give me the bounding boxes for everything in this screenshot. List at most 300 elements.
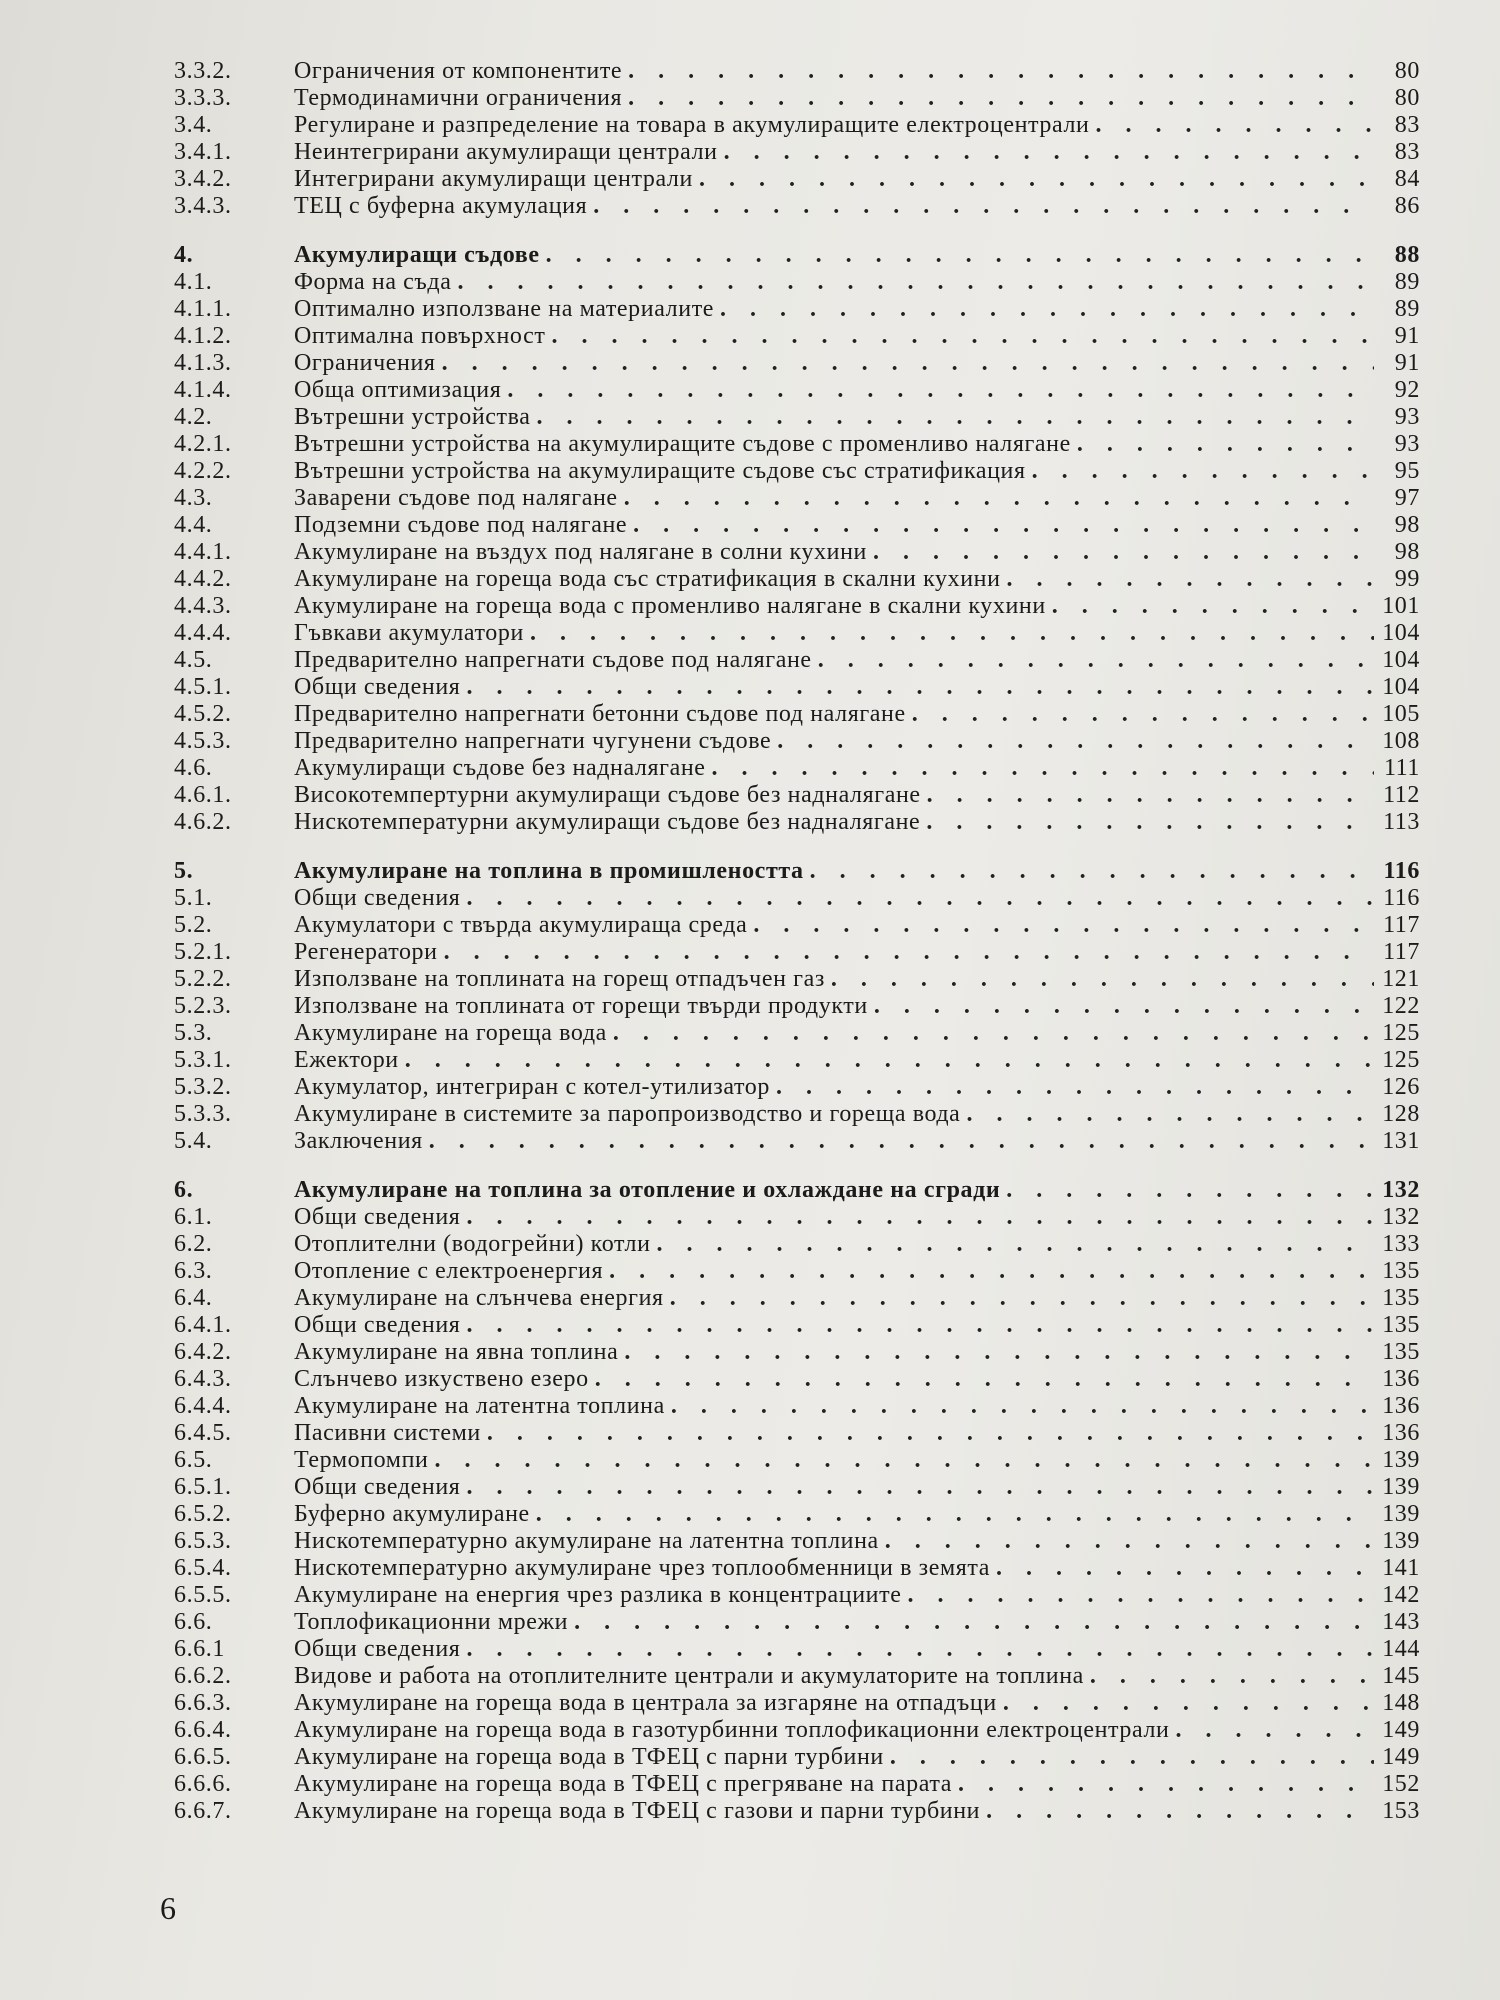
entry-title: Нискотемпературно акумулиране на латентна топлина [294, 1528, 879, 1554]
dot-leader [720, 296, 1374, 323]
dot-leader [958, 1771, 1374, 1798]
toc-entry [174, 755, 1420, 782]
entry-title: Общи сведения [294, 1312, 461, 1338]
toc-entry [174, 966, 1420, 993]
entry-page: 128 [1382, 1101, 1420, 1127]
entry-page: 149 [1382, 1744, 1420, 1770]
dot-leader [444, 939, 1374, 966]
dot-leader [628, 85, 1374, 112]
toc-entry [174, 939, 1420, 966]
entry-page: 135 [1382, 1339, 1420, 1365]
entry-page: 117 [1383, 912, 1420, 938]
entry-title: Обща оптимизация [294, 377, 502, 403]
entry-page: 116 [1383, 885, 1420, 911]
entry-title: Използване на топлината на горещ отпадъчен газ [294, 966, 825, 992]
entry-number: 6.4.5. [174, 1420, 232, 1446]
entry-number: 5.2. [174, 912, 213, 938]
toc-entry [174, 1798, 1420, 1825]
entry-title: Термопомпи [294, 1447, 429, 1473]
entry-number: 4.6.2. [174, 809, 232, 835]
dot-leader [926, 809, 1374, 836]
entry-title: Заключения [294, 1128, 423, 1154]
dot-leader [609, 1258, 1374, 1285]
toc-entry [174, 1312, 1420, 1339]
dot-leader [628, 58, 1374, 85]
entry-title: Регенератори [294, 939, 438, 965]
dot-leader [633, 512, 1374, 539]
entry-page: 111 [1383, 755, 1420, 781]
toc-entry [174, 1128, 1420, 1155]
entry-number: 3.4.1. [174, 139, 232, 165]
entry-number: 5.2.1. [174, 939, 232, 965]
entry-title: Акумулиране на явна топлина [294, 1339, 619, 1365]
entry-page: 139 [1382, 1447, 1420, 1473]
entry-page: 108 [1382, 728, 1420, 754]
dot-leader [1003, 1690, 1374, 1717]
dot-leader [724, 139, 1374, 166]
toc-entry [174, 1420, 1420, 1447]
toc-entry [174, 1047, 1420, 1074]
entry-page: 83 [1394, 139, 1420, 165]
entry-title: Акумулиране на слънчева енергия [294, 1285, 664, 1311]
entry-number: 6.4.3. [174, 1366, 232, 1392]
entry-page: 104 [1382, 620, 1420, 646]
entry-title: Буферно акумулиране [294, 1501, 530, 1527]
dot-leader [624, 1339, 1374, 1366]
entry-title: Видове и работа на отоплителните централи и акумулаторите на топлина [294, 1663, 1084, 1689]
entry-page: 136 [1382, 1420, 1420, 1446]
toc-entry [174, 485, 1420, 512]
entry-number: 6.5.3. [174, 1528, 232, 1554]
entry-number: 6.6.5. [174, 1744, 232, 1770]
entry-title: Интегрирани акумулиращи централи [294, 166, 693, 192]
toc-entry [174, 782, 1420, 809]
dot-leader [487, 1420, 1374, 1447]
entry-title: Акумулиране на гореща вода със стратификация в скални кухини [294, 566, 1001, 592]
entry-page: 99 [1394, 566, 1420, 592]
toc-entry [174, 1447, 1420, 1474]
dot-leader [466, 1474, 1374, 1501]
entry-page: 117 [1383, 939, 1420, 965]
entry-number: 5.3.1. [174, 1047, 232, 1073]
entry-number: 4.4.3. [174, 593, 232, 619]
dot-leader [434, 1447, 1374, 1474]
dot-leader [466, 1204, 1374, 1231]
entry-page: 83 [1394, 112, 1420, 138]
entry-title: Акумулиране на енергия чрез разлика в концентрациите [294, 1582, 902, 1608]
entry-title: Форма на съда [294, 269, 452, 295]
toc-entry [174, 1339, 1420, 1366]
entry-number: 6.4.4. [174, 1393, 232, 1419]
entry-title: Вътрешни устройства [294, 404, 531, 430]
entry-number: 4.2.2. [174, 458, 232, 484]
entry-title: Общи сведения [294, 1636, 461, 1662]
toc-entry [174, 112, 1420, 139]
toc-entry [174, 296, 1420, 323]
dot-leader [670, 1285, 1374, 1312]
dot-leader [1096, 112, 1375, 139]
dot-leader [466, 1636, 1374, 1663]
toc-entry [174, 809, 1420, 836]
entry-number: 5.3.3. [174, 1101, 232, 1127]
toc-entry [174, 166, 1420, 193]
toc-entry [174, 323, 1420, 350]
entry-title: Акумулатор, интегриран с котел-утилизатор [294, 1074, 770, 1100]
entry-number: 6.6.2. [174, 1663, 232, 1689]
toc-entry [174, 912, 1420, 939]
entry-title: Нискотемпературни акумулиращи съдове без надналягане [294, 809, 921, 835]
entry-number: 4.1.4. [174, 377, 232, 403]
toc-entry [174, 539, 1420, 566]
entry-number: 4.3. [174, 485, 213, 511]
page-number: 6 [160, 1890, 176, 1926]
entry-title: Ограничения [294, 350, 436, 376]
entry-title: Нискотемпературно акумулиране чрез топлообменници в земята [294, 1555, 991, 1581]
toc-entry [174, 1474, 1420, 1501]
entry-page: 93 [1394, 431, 1420, 457]
dot-leader [405, 1047, 1374, 1074]
dot-leader [699, 166, 1374, 193]
entry-page: 125 [1382, 1047, 1420, 1073]
toc-entry [174, 1020, 1420, 1047]
entry-title: Акумулиране на гореща вода [294, 1020, 607, 1046]
dot-leader [712, 755, 1374, 782]
entry-page: 125 [1382, 1020, 1420, 1046]
toc-entry [174, 193, 1420, 220]
entry-title: Неинтегрирани акумулиращи централи [294, 139, 718, 165]
entry-title: Акумулиране на въздух под налягане в солни кухини [294, 539, 867, 565]
entry-page: 93 [1394, 404, 1420, 430]
entry-page: 113 [1383, 809, 1420, 835]
toc-entry [174, 1204, 1420, 1231]
entry-title: Акумулиране на гореща вода в газотурбинни топлофикационни електроцентрали [294, 1717, 1170, 1743]
dot-leader [466, 1312, 1374, 1339]
entry-number: 6.4.2. [174, 1339, 232, 1365]
toc-entry [174, 1101, 1420, 1128]
dot-leader [530, 620, 1374, 647]
entry-number: 4.2. [174, 404, 213, 430]
entry-title: Акумулиране на латентна топлина [294, 1393, 665, 1419]
entry-page: 131 [1382, 1128, 1420, 1154]
entry-title: Предварително напрегнати бетонни съдове под налягане [294, 701, 906, 727]
entry-number: 4.5.3. [174, 728, 232, 754]
toc-entry [174, 885, 1420, 912]
entry-number: 6.6.7. [174, 1798, 232, 1824]
entry-page: 149 [1382, 1717, 1420, 1743]
entry-page: 122 [1382, 993, 1420, 1019]
entry-page: 153 [1382, 1798, 1420, 1824]
entry-title: Ограничения от компонентите [294, 58, 623, 84]
entry-page: 142 [1382, 1582, 1420, 1608]
entry-page: 101 [1382, 593, 1420, 619]
entry-page: 104 [1382, 674, 1420, 700]
entry-title: Ежектори [294, 1047, 399, 1073]
entry-page: 98 [1394, 539, 1420, 565]
entry-number: 6.6.3. [174, 1690, 232, 1716]
dot-leader [536, 1501, 1374, 1528]
toc-entry [174, 269, 1420, 296]
dot-leader [466, 885, 1374, 912]
entry-title: Регулиране и разпределение на товара в акумулиращите електроцентрали [294, 112, 1090, 138]
entry-page: 135 [1382, 1285, 1420, 1311]
entry-page: 80 [1394, 58, 1420, 84]
entry-page: 132 [1382, 1204, 1420, 1230]
dot-leader [996, 1555, 1374, 1582]
entry-page: 143 [1382, 1609, 1420, 1635]
entry-number: 5.3.2. [174, 1074, 232, 1100]
chapter-entry [174, 858, 1420, 885]
entry-number: 4. [174, 242, 194, 268]
toc-entry [174, 1231, 1420, 1258]
entry-page: 139 [1382, 1528, 1420, 1554]
entry-page: 104 [1382, 647, 1420, 673]
toc-entry [174, 1528, 1420, 1555]
entry-page: 139 [1382, 1474, 1420, 1500]
toc-entry [174, 404, 1420, 431]
entry-number: 6.1. [174, 1204, 213, 1230]
entry-page: 139 [1382, 1501, 1420, 1527]
entry-page: 126 [1382, 1074, 1420, 1100]
toc-entry [174, 458, 1420, 485]
dot-leader [1032, 458, 1374, 485]
entry-number: 4.1.2. [174, 323, 232, 349]
dot-leader [818, 647, 1374, 674]
dot-leader [507, 377, 1374, 404]
entry-number: 5. [174, 858, 194, 884]
entry-page: 91 [1394, 350, 1420, 376]
entry-page: 97 [1394, 485, 1420, 511]
toc-entry [174, 1074, 1420, 1101]
entry-page: 145 [1382, 1663, 1420, 1689]
entry-number: 5.1. [174, 885, 213, 911]
entry-title: Акумулиране на гореща вода в ТФЕЦ с парни турбини [294, 1744, 884, 1770]
dot-leader [966, 1101, 1374, 1128]
dot-leader [574, 1609, 1374, 1636]
entry-number: 6.5. [174, 1447, 213, 1473]
entry-title: Отопление с електроенергия [294, 1258, 604, 1284]
entry-number: 4.5. [174, 647, 213, 673]
entry-number: 3.4.3. [174, 193, 232, 219]
dot-leader [458, 269, 1375, 296]
entry-title: Акумулиране на топлина в промишлеността [294, 858, 804, 884]
dot-leader [1090, 1663, 1374, 1690]
dot-leader [1077, 431, 1374, 458]
entry-number: 4.4.4. [174, 620, 232, 646]
entry-title: Акумулиране в системите за паропроизводство и гореща вода [294, 1101, 961, 1127]
entry-number: 6.5.5. [174, 1582, 232, 1608]
dot-leader [671, 1393, 1374, 1420]
entry-number: 6.5.4. [174, 1555, 232, 1581]
entry-number: 4.6.1. [174, 782, 232, 808]
entry-number: 6.6.6. [174, 1771, 232, 1797]
toc-entry [174, 674, 1420, 701]
chapter-entry [174, 1177, 1420, 1204]
toc-entry [174, 701, 1420, 728]
entry-number: 4.2.1. [174, 431, 232, 457]
entry-number: 6.6.4. [174, 1717, 232, 1743]
dot-leader [810, 858, 1374, 885]
entry-title: Подземни съдове под налягане [294, 512, 628, 538]
dot-leader [777, 728, 1374, 755]
toc-entry [174, 647, 1420, 674]
entry-title: Общи сведения [294, 885, 461, 911]
toc-entry [174, 1744, 1420, 1771]
toc-entry [174, 1690, 1420, 1717]
entry-number: 5.2.2. [174, 966, 232, 992]
toc-entry [174, 1663, 1420, 1690]
toc-entry [174, 1609, 1420, 1636]
entry-page: 135 [1382, 1258, 1420, 1284]
entry-page: 98 [1394, 512, 1420, 538]
dot-leader [546, 242, 1374, 269]
toc-entry [174, 1555, 1420, 1582]
dot-leader [927, 782, 1374, 809]
entry-page: 132 [1382, 1177, 1420, 1203]
entry-page: 80 [1394, 85, 1420, 111]
dot-leader [657, 1231, 1374, 1258]
toc-entry [174, 1582, 1420, 1609]
toc-entry [174, 85, 1420, 112]
entry-number: 3.3.3. [174, 85, 232, 111]
dot-leader [593, 193, 1374, 220]
entry-title: Общи сведения [294, 1204, 461, 1230]
dot-leader [537, 404, 1374, 431]
dot-leader [912, 701, 1374, 728]
entry-page: 95 [1394, 458, 1420, 484]
entry-title: Гъвкави акумулатори [294, 620, 524, 646]
toc-entry [174, 350, 1420, 377]
dot-leader [753, 912, 1374, 939]
entry-number: 4.1.3. [174, 350, 232, 376]
entry-title: Вътрешни устройства на акумулиращите съдове с променливо налягане [294, 431, 1071, 457]
toc-entry [174, 1636, 1420, 1663]
entry-title: Отоплителни (водогрейни) котли [294, 1231, 651, 1257]
entry-number: 3.4. [174, 112, 213, 138]
entry-number: 4.5.1. [174, 674, 232, 700]
toc-entry [174, 1258, 1420, 1285]
dot-leader [1007, 566, 1374, 593]
entry-title: Акумулиране на гореща вода с променливо налягане в скални кухини [294, 593, 1046, 619]
entry-title: Акумулиране на гореща вода в ТФЕЦ с прегряване на парата [294, 1771, 952, 1797]
entry-title: Слънчево изкуствено езеро [294, 1366, 589, 1392]
entry-title: Общи сведения [294, 1474, 461, 1500]
entry-title: Заварени съдове под налягане [294, 485, 618, 511]
dot-leader [595, 1366, 1374, 1393]
entry-number: 4.4. [174, 512, 213, 538]
toc-entry [174, 566, 1420, 593]
dot-leader [874, 993, 1374, 1020]
dot-leader [1052, 593, 1374, 620]
entry-page: 92 [1394, 377, 1420, 403]
dot-leader [551, 323, 1374, 350]
toc-entry [174, 377, 1420, 404]
entry-title: Акумулиращи съдове без надналягане [294, 755, 706, 781]
toc-entry [174, 620, 1420, 647]
entry-number: 6.6.1 [174, 1636, 225, 1662]
entry-page: 89 [1394, 269, 1420, 295]
entry-number: 5.3. [174, 1020, 213, 1046]
entry-title: Вътрешни устройства на акумулиращите съдове със стратификация [294, 458, 1026, 484]
entry-page: 152 [1382, 1771, 1420, 1797]
entry-number: 4.5.2. [174, 701, 232, 727]
entry-number: 6.6. [174, 1609, 213, 1635]
entry-number: 4.1.1. [174, 296, 232, 322]
entry-title: Предварително напрегнати съдове под налягане [294, 647, 812, 673]
dot-leader [831, 966, 1374, 993]
entry-number: 4.1. [174, 269, 213, 295]
dot-leader [613, 1020, 1374, 1047]
entry-number: 6. [174, 1177, 194, 1203]
dot-leader [890, 1744, 1374, 1771]
toc-entry [174, 1393, 1420, 1420]
dot-leader [1175, 1717, 1374, 1744]
toc-entry [174, 1501, 1420, 1528]
entry-number: 6.5.2. [174, 1501, 232, 1527]
entry-number: 5.4. [174, 1128, 213, 1154]
dot-leader [1006, 1177, 1374, 1204]
entry-title: Предварително напрегнати чугунени съдове [294, 728, 772, 754]
dot-leader [986, 1798, 1374, 1825]
table-of-contents [174, 58, 1420, 1825]
entry-title: Акумулиращи съдове [294, 242, 540, 268]
dot-leader [885, 1528, 1374, 1555]
entry-title: Акумулиране на гореща вода в ТФЕЦ с газови и парни турбини [294, 1798, 981, 1824]
entry-page: 121 [1382, 966, 1420, 992]
entry-page: 86 [1394, 193, 1420, 219]
entry-number: 4.4.1. [174, 539, 232, 565]
entry-title: Използване на топлината от горещи твърди продукти [294, 993, 868, 1019]
dot-leader [776, 1074, 1374, 1101]
entry-page: 91 [1394, 323, 1420, 349]
entry-number: 6.5.1. [174, 1474, 232, 1500]
entry-page: 133 [1382, 1231, 1420, 1257]
entry-title: Акумулиране на топлина за отопление и охлаждане на сгради [294, 1177, 1001, 1203]
chapter-entry [174, 242, 1420, 269]
dot-leader [429, 1128, 1374, 1155]
entry-title: Акумулатори с твърда акумулираща среда [294, 912, 748, 938]
dot-leader [624, 485, 1374, 512]
toc-entry [174, 139, 1420, 166]
entry-number: 6.4. [174, 1285, 213, 1311]
entry-page: 105 [1382, 701, 1420, 727]
entry-page: 112 [1383, 782, 1420, 808]
entry-title: Акумулиране на гореща вода в централа за изгаряне на отпадъци [294, 1690, 997, 1716]
dot-leader [466, 674, 1374, 701]
dot-leader [873, 539, 1374, 566]
entry-page: 116 [1383, 858, 1420, 884]
toc-entry [174, 593, 1420, 620]
entry-number: 5.2.3. [174, 993, 232, 1019]
dot-leader [442, 350, 1374, 377]
entry-title: Високотемпертурни акумулиращи съдове без надналягане [294, 782, 921, 808]
entry-page: 136 [1382, 1366, 1420, 1392]
entry-number: 6.3. [174, 1258, 213, 1284]
entry-title: Общи сведения [294, 674, 461, 700]
entry-page: 148 [1382, 1690, 1420, 1716]
toc-entry [174, 58, 1420, 85]
toc-entry [174, 993, 1420, 1020]
toc-entry [174, 1285, 1420, 1312]
entry-title: Пасивни системи [294, 1420, 481, 1446]
entry-page: 89 [1394, 296, 1420, 322]
entry-number: 6.2. [174, 1231, 213, 1257]
entry-number: 4.6. [174, 755, 213, 781]
entry-page: 84 [1394, 166, 1420, 192]
entry-number: 6.4.1. [174, 1312, 232, 1338]
entry-title: Оптимална повърхност [294, 323, 546, 349]
entry-page: 144 [1382, 1636, 1420, 1662]
entry-number: 3.4.2. [174, 166, 232, 192]
